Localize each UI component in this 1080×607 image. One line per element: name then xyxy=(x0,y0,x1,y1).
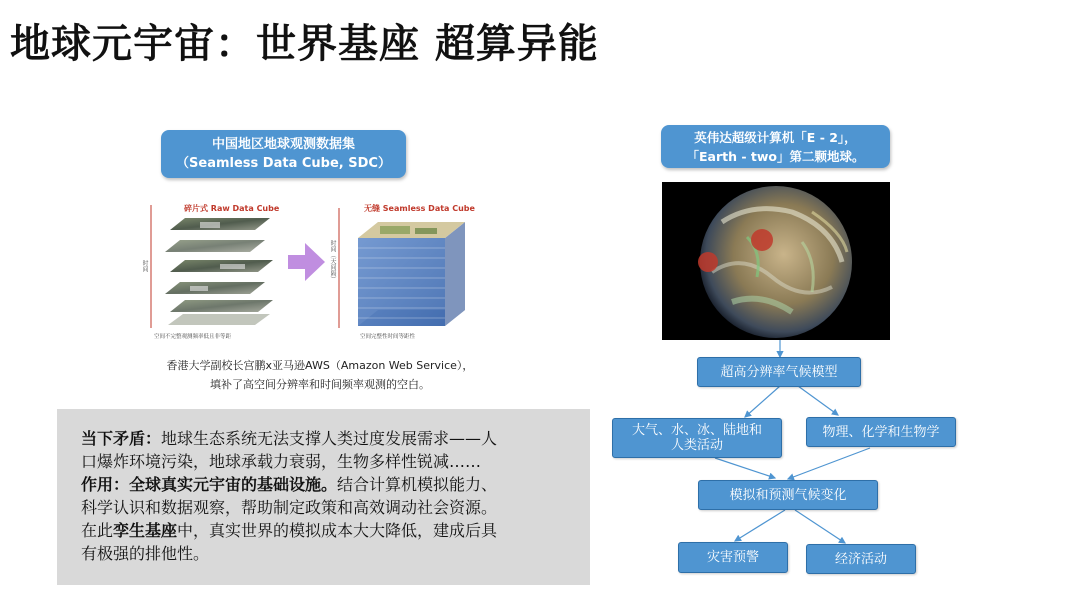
transform-arrow xyxy=(288,243,325,281)
flow-box-sciences: 物理、化学和生物学 xyxy=(806,417,956,447)
flow-box-earth-systems xyxy=(612,418,782,458)
flow-box-simulate-predict: 模拟和预测气候变化 xyxy=(698,480,878,510)
sdc-caption-line1: 香港大学副校长宫鹏x亚马逊AWS（Amazon Web Service）， xyxy=(166,359,474,372)
sdc-caption xyxy=(140,356,500,394)
note-role-label: 作用：全球真实元宇宙的基础设施。 xyxy=(81,475,338,494)
raw-cube-layers xyxy=(165,218,273,325)
e2-header-box xyxy=(661,125,890,168)
note-twin-base: 孪生基座 xyxy=(113,521,178,540)
sdc-header-line1: 中国地区地球观测数据集 xyxy=(211,137,355,152)
note-line5: 中，真实世界的模拟成本大大降低，建成后具 xyxy=(177,521,498,540)
note-line3: 结合计算机模拟能力、 xyxy=(337,475,498,494)
data-cube-illustration xyxy=(140,200,480,345)
note-text xyxy=(81,427,576,565)
earth-simulation-image xyxy=(662,182,890,340)
flow-box-economic-activity: 经济活动 xyxy=(806,544,916,574)
note-line4: 科学认识和数据观察，帮助制定政策和高效调动社会资源。 xyxy=(81,498,498,517)
sdc-header-line2: （Seamless Data Cube, SDC） xyxy=(176,156,391,171)
e2-header-line2: 「Earth - two」第二颗地球。 xyxy=(686,149,865,164)
seamless-cube-label: 无缝 Seamless Data Cube xyxy=(364,204,475,213)
sdc-caption-line2: 填补了高空间分辨率和时间频率观测的空白。 xyxy=(210,378,430,391)
seamless-cube xyxy=(358,222,465,326)
data-cube-diagram xyxy=(140,200,480,345)
seamless-cube-caption: 空间完整性时间等距性 xyxy=(360,334,416,340)
flow-box-climate-model: 超高分辨率气候模型 xyxy=(697,357,861,387)
sdc-header-box xyxy=(161,130,406,178)
note-contradiction-label: 当下矛盾： xyxy=(81,429,162,448)
raw-cube-caption: 空间不完整观测频率低且非等距 xyxy=(154,334,232,340)
flow-box-earth-systems-line1: 大气、水、冰、陆地和 xyxy=(631,423,762,438)
raw-cube-label: 碎片式 Raw Data Cube xyxy=(184,204,280,213)
raw-axis-label: 时间 xyxy=(141,260,148,272)
note-line2: 口爆炸环境污染，地球承载力衰弱，生物多样性锐减…… xyxy=(81,452,482,471)
flow-box-earth-systems-line2: 人类活动 xyxy=(670,438,723,453)
note-line1: 地球生态系统无法支撑人类过度发展需求——人 xyxy=(161,429,498,448)
note-line6: 有极强的排他性。 xyxy=(81,544,210,563)
seamless-axis-label: 时间（天间隔） xyxy=(329,240,336,282)
flow-box-disaster-warning: 灾害预警 xyxy=(678,542,788,573)
earth-globe-picture xyxy=(662,182,890,340)
note-line5-pre: 在此 xyxy=(81,521,114,540)
slide-title: 地球元宇宙：世界基座 超算异能 xyxy=(10,21,599,67)
e2-header-line1: 英伟达超级计算机「E - 2」， xyxy=(694,130,857,145)
